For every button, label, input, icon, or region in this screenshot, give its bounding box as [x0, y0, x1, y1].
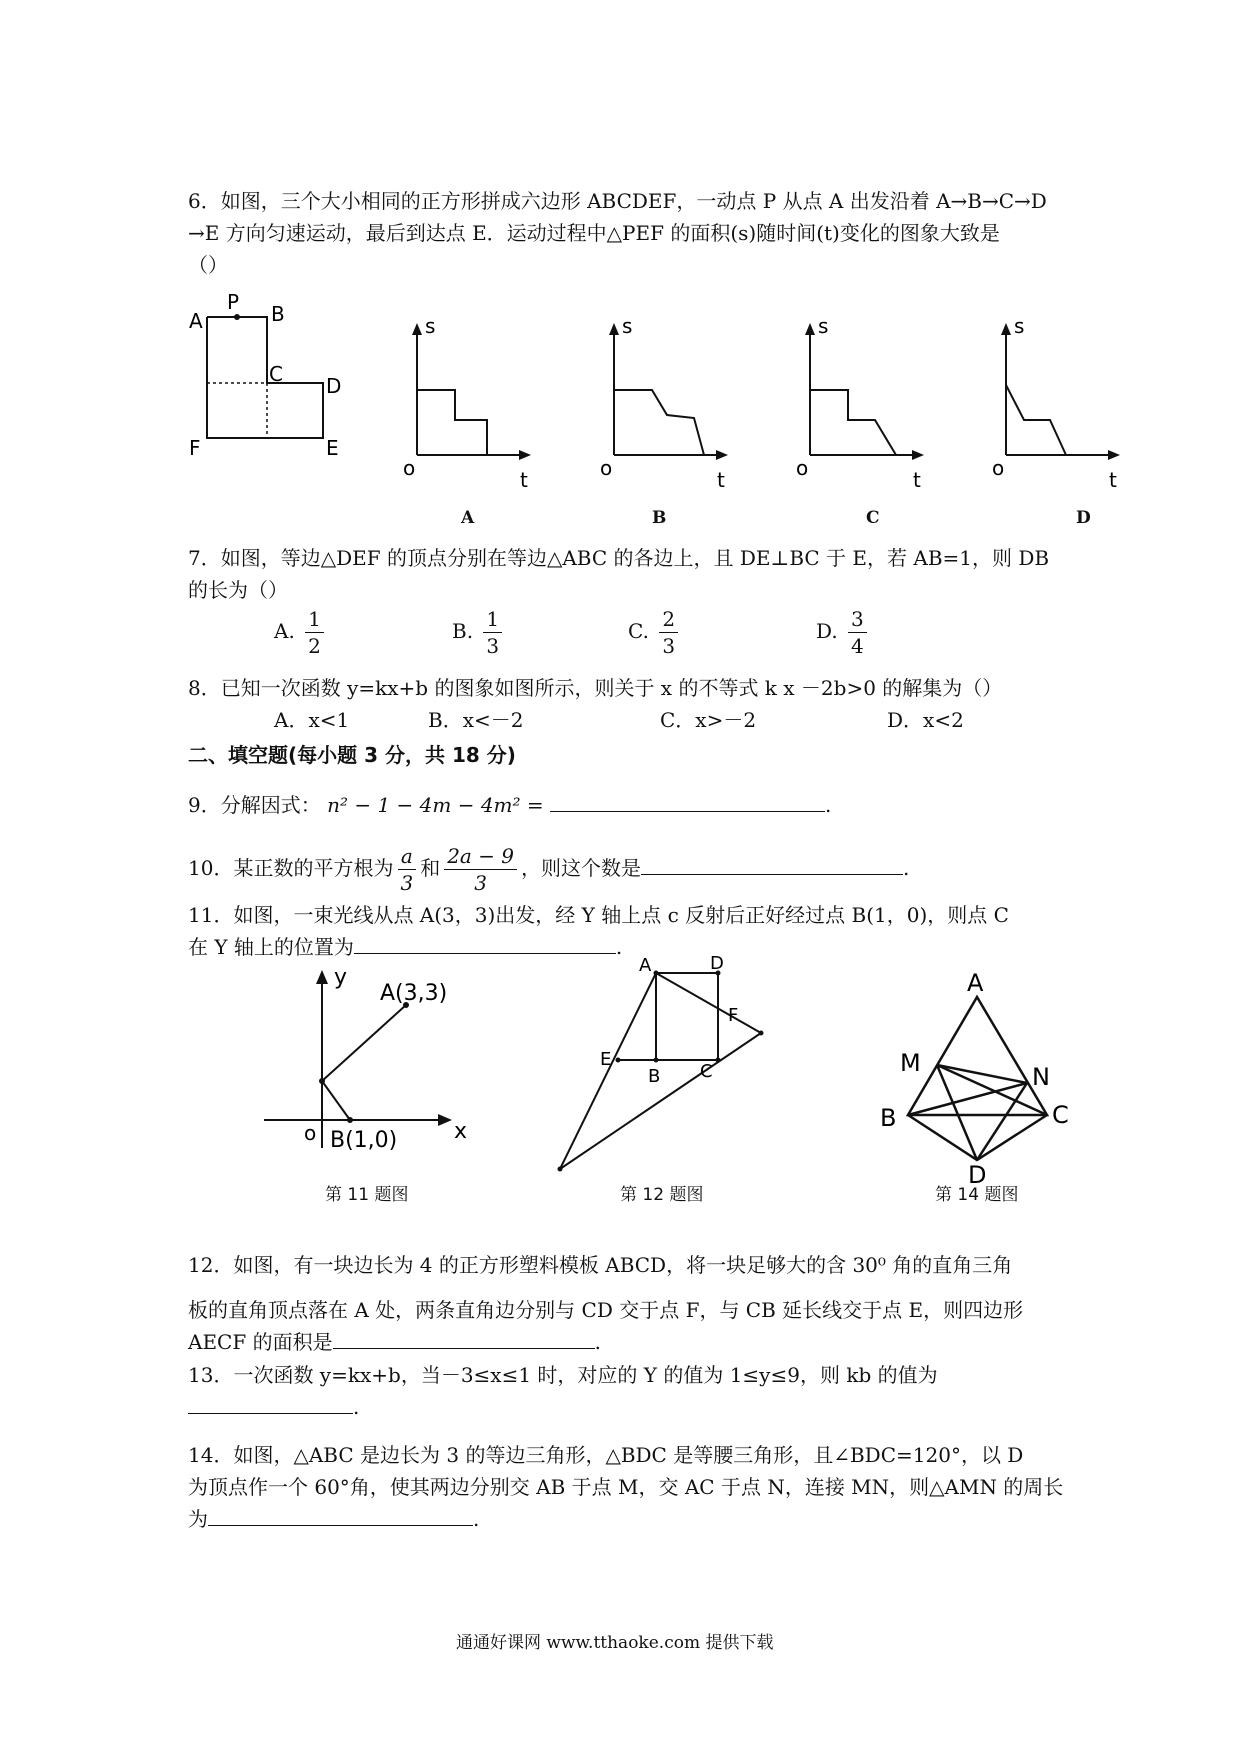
fig11-B-label: B(1,0): [330, 1128, 398, 1153]
q13-answer-blank[interactable]: [188, 1395, 353, 1414]
o-label: o: [796, 456, 809, 480]
q8-line1: 8．已知一次函数 y=kx+b 的图象如图所示，则关于 x 的不等式 k x －2b>0 的解集为（）: [188, 676, 1003, 700]
q6-line1: 6．如图，三个大小相同的正方形拼成六边形 ABCDEF，一动点 P 从点 A 出发沿着 A→B→C→D: [188, 189, 1047, 213]
q13-line1: 13．一次函数 y=kx+b，当－3≤x≤1 时，对应的 Y 的值为 1≤y≤9，则 kb 的值为: [188, 1363, 938, 1387]
q12-answer-blank[interactable]: [333, 1330, 595, 1349]
q6-option-D: D: [1076, 508, 1091, 528]
q7-option-D: D. $\frac{3}{4}$: [816, 606, 871, 659]
fig11-y-label: y: [334, 965, 348, 990]
fig14-C-label: C: [1052, 1101, 1069, 1129]
s-label: s: [622, 314, 633, 338]
q6-line2: →E 方向匀速运动，最后到达点 E．运动过程中△PEF 的面积(s)随时间(t)变化的图象大致是: [188, 221, 1000, 245]
fig12-caption: 第 12 题图: [620, 1185, 704, 1205]
q6-graph-B: [592, 315, 742, 490]
q7-line1: 7．如图，等边△DEF 的顶点分别在等边△ABC 的各边上，且 DE⊥BC 于 E，若 AB=1，则 DB: [188, 546, 1050, 570]
q6-hexagon-figure: [185, 290, 355, 475]
t-label: t: [520, 468, 528, 492]
o-label: o: [600, 456, 613, 480]
label-F: F: [189, 436, 201, 460]
q7-option-A: A. $\frac{1}{2}$: [274, 606, 328, 659]
fig14-A-label: A: [967, 969, 984, 997]
fig14-B-label: B: [880, 1104, 897, 1132]
fig12-C-label: C: [700, 1061, 713, 1082]
q10-answer-blank[interactable]: [641, 856, 903, 875]
q12-line2: 板的直角顶点落在 A 处，两条直角边分别与 CD 交于点 F，与 CB 延长线交于点 E，则四边形: [188, 1298, 1024, 1322]
page-footer: 通通好课网 www.tthaoke.com 提供下载: [456, 1633, 774, 1653]
q14-answer-blank[interactable]: [208, 1507, 473, 1526]
q7-option-B: B. $\frac{1}{3}$: [452, 606, 506, 659]
fig11-caption: 第 11 题图: [325, 1185, 409, 1205]
q9-line: 9．分解因式： n² − 1 − 4m − 4m² = .: [188, 793, 832, 817]
s-label: s: [1014, 314, 1025, 338]
fig12-D-label: D: [710, 953, 724, 974]
t-label: t: [1109, 468, 1117, 492]
q6-graph-A: [395, 315, 545, 490]
q8-option-A: A．x<1: [274, 708, 350, 732]
fig14-D-label: D: [968, 1161, 987, 1189]
label-A: A: [189, 309, 203, 333]
label-C: C: [269, 362, 283, 386]
label-D: D: [326, 374, 342, 398]
fig11-A-label: A(3,3): [380, 981, 448, 1006]
q6-graph-D: [984, 315, 1134, 490]
q11-line2: 在 Y 轴上的位置为 .: [188, 935, 623, 959]
q14-line1: 14．如图，△ABC 是边长为 3 的等边三角形，△BDC 是等腰三角形，且∠BDC=120°，以 D: [188, 1443, 1024, 1467]
q7-line2: 的长为（）: [188, 578, 288, 602]
q12-line1: 12．如图，有一块边长为 4 的正方形塑料模板 ABCD，将一块足够大的含 30⁰ 角的直角三角: [188, 1253, 1013, 1277]
q14-line3: 为 .: [188, 1507, 480, 1531]
q13-line2: .: [188, 1392, 359, 1422]
label-B: B: [271, 302, 285, 326]
q8-option-C: C．x>－2: [660, 708, 757, 732]
label-E: E: [326, 436, 339, 460]
q8-option-D: D．x<2: [887, 708, 964, 732]
q7-option-C: C. $\frac{2}{3}$: [628, 606, 682, 659]
label-P: P: [227, 290, 240, 314]
t-label: t: [913, 468, 921, 492]
q11-answer-blank[interactable]: [354, 935, 616, 954]
fig14-caption: 第 14 题图: [935, 1185, 1019, 1205]
fig12-F-label: F: [728, 1005, 739, 1026]
q9-expression: n² − 1 − 4m − 4m² =: [327, 793, 544, 817]
q6-option-A: A: [461, 508, 475, 528]
s-label: s: [818, 314, 829, 338]
t-label: t: [717, 468, 725, 492]
q6-option-B: B: [652, 508, 667, 528]
fig12-E-label: E: [600, 1049, 612, 1070]
fig11-o-label: o: [304, 1121, 317, 1145]
q6-option-C: C: [866, 508, 880, 528]
q10-line: 10．某正数的平方根为 $\frac{a}{3}$ 和 $\frac{2a - 9}{3}$ ，则这个数是 .: [188, 844, 910, 895]
o-label: o: [403, 456, 416, 480]
fig12-A-label: A: [639, 955, 652, 976]
fig12-B-label: B: [648, 1066, 661, 1087]
o-label: o: [992, 456, 1005, 480]
q14-line2: 为顶点作一个 60°角，使其两边分别交 AB 于点 M，交 AC 于点 N，连接 MN，则△AMN 的周长: [188, 1475, 1064, 1499]
q6-graph-C: [788, 315, 938, 490]
fig11-x-label: x: [454, 1119, 468, 1144]
q6-line3: （）: [188, 253, 228, 277]
section-heading: 二、填空题(每小题 3 分，共 18 分): [188, 743, 516, 767]
fig12-square-triangle: [548, 955, 788, 1185]
fig14-N-label: N: [1032, 1063, 1050, 1091]
fig14-M-label: M: [900, 1049, 921, 1077]
fig11-coordinate-graph: [262, 960, 482, 1155]
q11-line1: 11．如图，一束光线从点 A(3，3)出发，经 Y 轴上点 c 反射后正好经过点 B(1，0)，则点 C: [188, 903, 1009, 927]
q12-line3: AECF 的面积是 .: [188, 1330, 601, 1354]
q8-option-B: B．x<－2: [428, 708, 524, 732]
q9-answer-blank[interactable]: [550, 793, 825, 812]
fig14-triangles: [872, 969, 1082, 1189]
s-label: s: [425, 314, 436, 338]
